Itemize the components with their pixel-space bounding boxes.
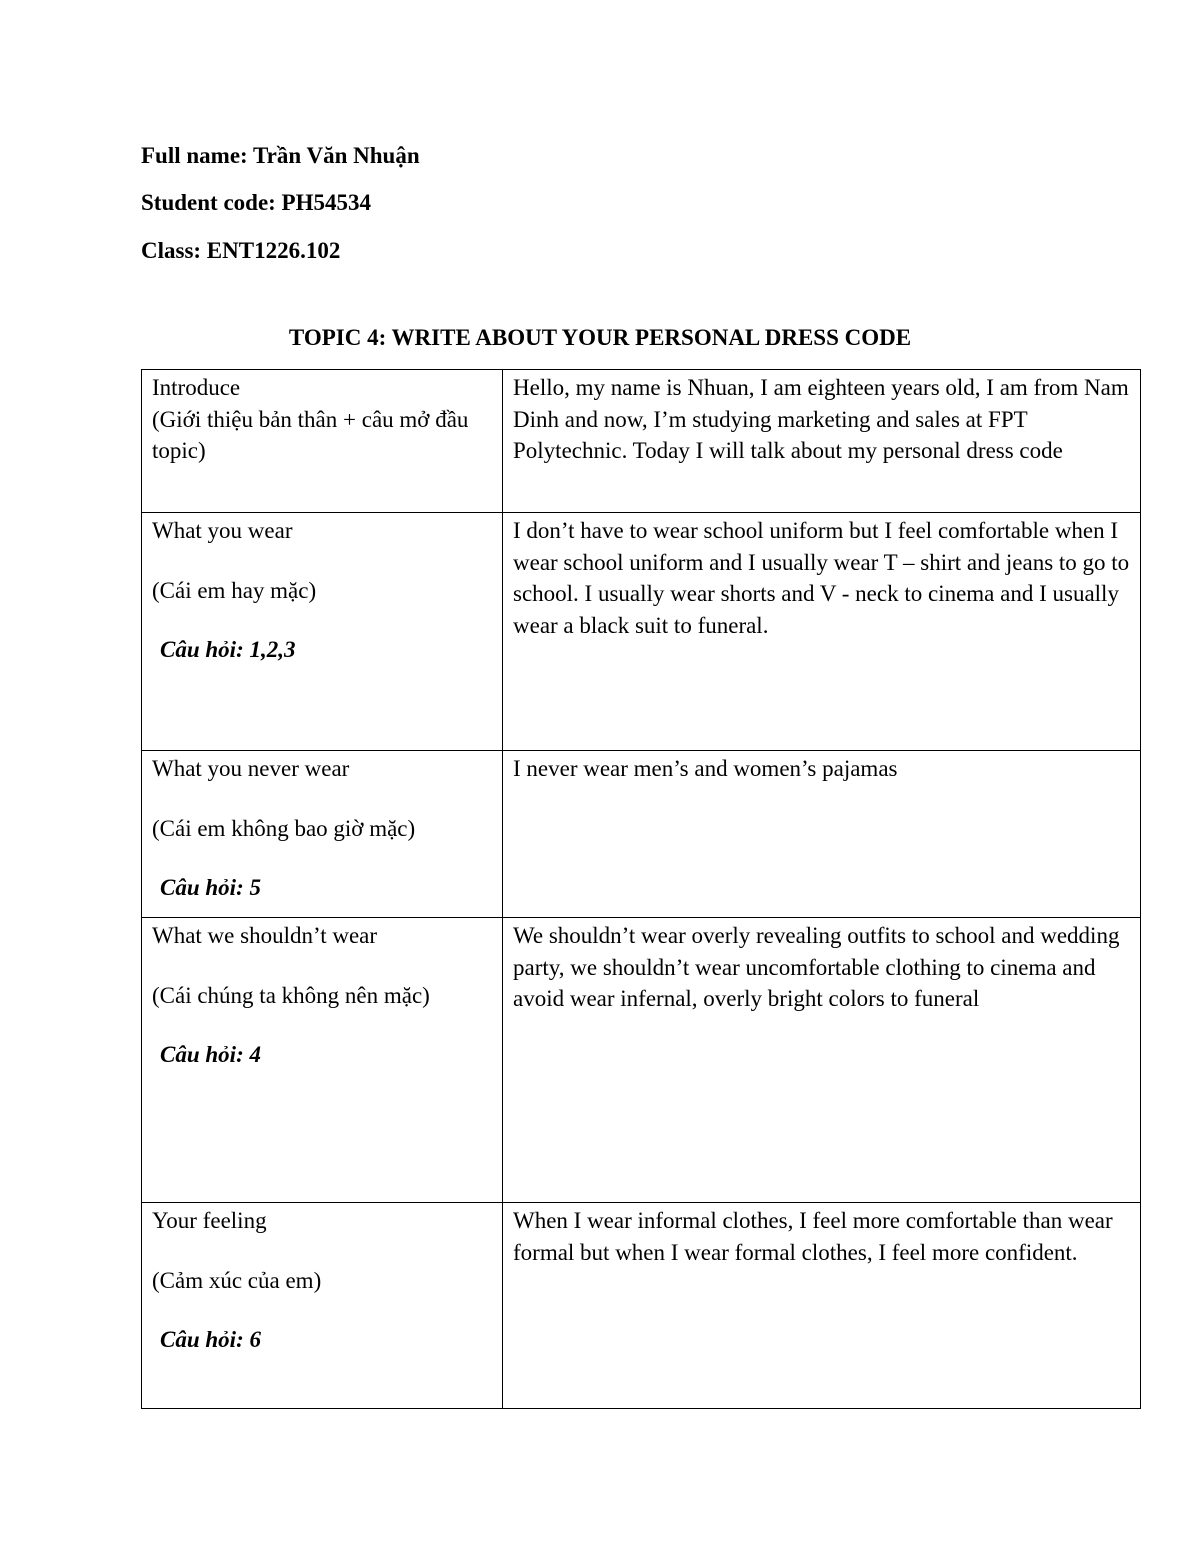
prompt-label-vi: (Cái chúng ta không nên mặc)	[152, 982, 430, 1008]
prompt-label-vi: (Cái em không bao giờ mặc)	[152, 815, 416, 841]
answer-cell	[503, 751, 1141, 918]
table-row	[142, 513, 1141, 751]
topic-title: TOPIC 4: WRITE ABOUT YOUR PERSONAL DRESS CODE	[288, 325, 912, 350]
answer-text: We shouldn’t wear overly revealing outfits to school and wedding party, we shouldn’t wear uncomfortable clothing to cinema and avoid wear infernal, overly bright colors to funeral	[513, 923, 1120, 1011]
prompt-cell	[142, 1203, 503, 1409]
answer-text: I don’t have to wear school uniform but I feel comfortable when I wear school uniform and I usually wear T – shirt and jeans to go to school. I usually wear shorts and V - neck to cinema and I usually wear a black suit to funeral.	[513, 518, 1130, 638]
table-row	[142, 918, 1141, 1203]
question-numbers: Câu hỏi: 5	[160, 875, 261, 900]
prompt-cell	[142, 370, 503, 513]
question-numbers: Câu hỏi: 4	[160, 1042, 261, 1067]
prompt-label: What you never wear	[152, 756, 350, 781]
answer-cell	[503, 1203, 1141, 1409]
class-code: Class: ENT1226.102	[141, 238, 341, 263]
dress-code-table	[141, 369, 1141, 1409]
answer-text: Hello, my name is Nhuan, I am eighteen years old, I am from Nam Dinh and now, I’m studying marketing and sales at FPT Polytechnic. Today I will talk about my personal dress code	[513, 375, 1129, 463]
question-numbers: Câu hỏi: 6	[160, 1327, 261, 1352]
prompt-label: What you wear	[152, 518, 293, 543]
prompt-label: What we shouldn’t wear	[152, 923, 378, 948]
answer-cell	[503, 370, 1141, 513]
prompt-label-vi: (Giới thiệu bản thân + câu mở đầu topic)	[152, 406, 469, 463]
prompt-cell	[142, 513, 503, 751]
prompt-label-vi: (Cảm xúc của em)	[152, 1267, 322, 1293]
question-numbers: Câu hỏi: 1,2,3	[160, 637, 296, 662]
full-name: Full name: Trần Văn Nhuận	[141, 143, 420, 168]
prompt-cell	[142, 751, 503, 918]
table-row	[142, 1203, 1141, 1409]
student-code: Student code: PH54534	[141, 190, 371, 215]
answer-text: I never wear men’s and women’s pajamas	[513, 756, 898, 781]
prompt-label-vi: (Cái em hay mặc)	[152, 577, 317, 603]
answer-cell	[503, 918, 1141, 1203]
prompt-label: Introduce	[152, 375, 241, 400]
table-row	[142, 751, 1141, 918]
prompt-label: Your feeling	[152, 1208, 267, 1233]
answer-text: When I wear informal clothes, I feel more comfortable than wear formal but when I wear formal clothes, I feel more confident.	[513, 1208, 1113, 1265]
table-row	[142, 370, 1141, 513]
prompt-cell	[142, 918, 503, 1203]
answer-cell	[503, 513, 1141, 751]
